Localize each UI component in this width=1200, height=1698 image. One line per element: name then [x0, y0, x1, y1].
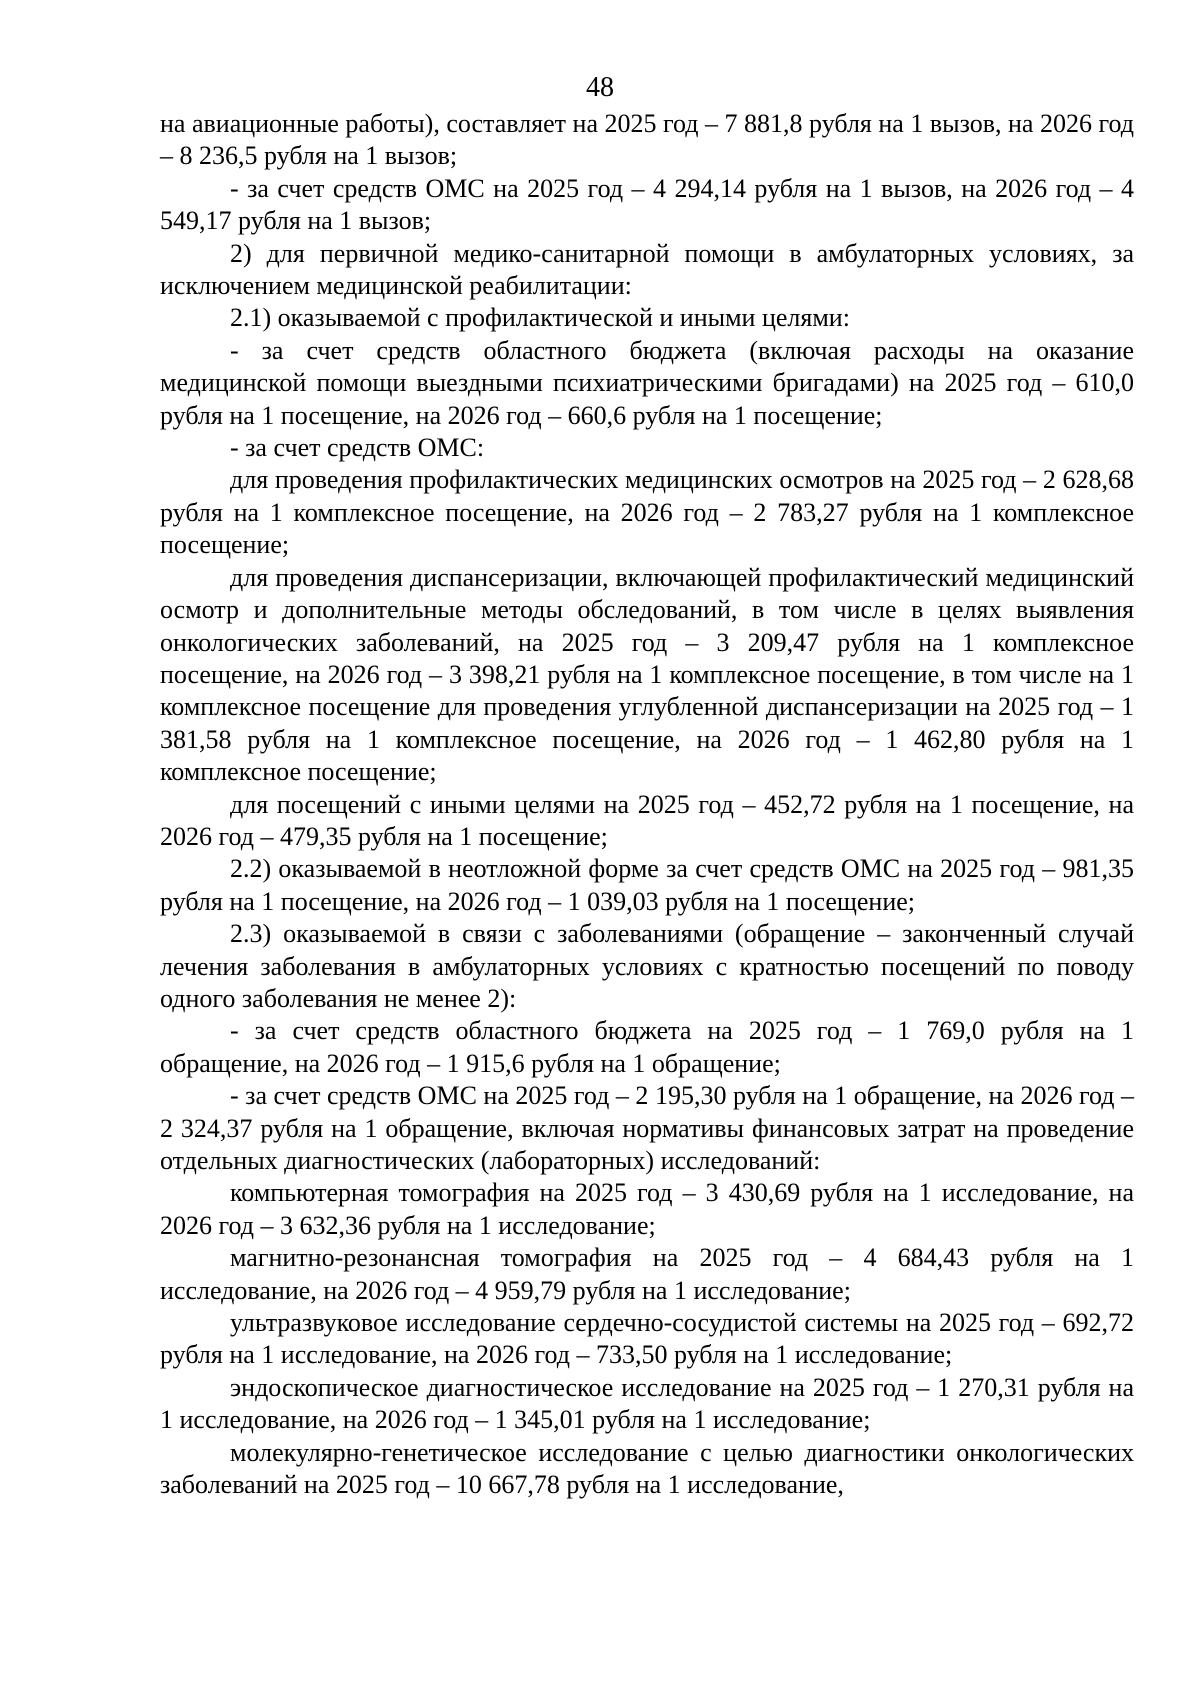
paragraph: для посещений с иными целями на 2025 год – 452,72 рубля на 1 посещение, на 2026 год – 479,35 рубля на 1 посещение; [160, 789, 1134, 851]
paragraph: компьютерная томография на 2025 год – 3 430,69 рубля на 1 исследование, на 2026 год – 3 632,36 рубля на 1 исследование; [160, 1178, 1134, 1240]
paragraph: - за счет средств областного бюджета (включая расходы на оказание медицинской помощи выездными психиатрическими бригадами) на 2025 год – 610,0 рубля на 1 посещение, на 2026 год – 660,6 рубля на 1 посещение; [160, 335, 1134, 430]
paragraph: - за счет средств ОМС на 2025 год – 4 294,14 рубля на 1 вызов, на 2026 год – 4 549,17 рубля на 1 вызов; [160, 173, 1134, 236]
paragraph: ультразвуковое исследование сердечно-сосудистой системы на 2025 год – 692,72 рубля на 1 исследование, на 2026 год – 733,50 рубля на 1 исследование; [160, 1308, 1134, 1370]
paragraph: 2.1) оказываемой с профилактической и иными целями: [230, 303, 850, 333]
paragraph: 2.2) оказываемой в неотложной форме за счет средств ОМС на 2025 год – 981,35 рубля на 1 посещение, на 2026 год – 1 039,03 рубля на 1 посещение; [160, 854, 1134, 916]
paragraph: - за счет средств ОМС: [230, 433, 485, 463]
paragraph: для проведения профилактических медицинских осмотров на 2025 год – 2 628,68 рубля на 1 комплексное посещение, на 2026 год – 2 783,27 рубля на 1 комплексное посещение; [160, 465, 1134, 560]
paragraph: магнитно-резонансная томография на 2025 год – 4 684,43 рубля на 1 исследование, на 2026 год – 4 959,79 рубля на 1 исследование; [160, 1243, 1134, 1305]
paragraph: молекулярно-генетическое исследование с целью диагностики онкологических заболеваний на 2025 год – 10 667,78 рубля на 1 исследование, [160, 1437, 1134, 1500]
paragraph: эндоскопическое диагностическое исследование на 2025 год – 1 270,31 рубля на 1 исследование, на 2026 год – 1 345,01 рубля на 1 исследование; [160, 1372, 1134, 1435]
paragraph: на авиационные работы), составляет на 2025 год – 7 881,8 рубля на 1 вызов, на 2026 год – 8 236,5 рубля на 1 вызов; [160, 109, 1134, 171]
paragraph: - за счет средств ОМС на 2025 год – 2 195,30 рубля на 1 обращение, на 2026 год – 2 324,37 рубля на 1 обращение, включая нормативы финансовых затрат на проведение отдельных диагностических (лабораторных) исследований: [160, 1081, 1134, 1175]
paragraph: - за счет средств областного бюджета на 2025 год – 1 769,0 рубля на 1 обращение, на 2026 год – 1 915,6 рубля на 1 обращение; [160, 1016, 1134, 1078]
page-number: 48 [586, 72, 614, 103]
paragraph: 2.3) оказываемой в связи с заболеваниями (обращение – законченный случай лечения заболевания в амбулаторных условиях с кратностью посещений по поводу одного заболевания не менее 2): [160, 919, 1134, 1013]
paragraph: 2) для первичной медико-санитарной помощи в амбулаторных условиях, за исключением медицинской реабилитации: [160, 238, 1134, 301]
document-body [160, 108, 1134, 1501]
paragraph: для проведения диспансеризации, включающей профилактический медицинский осмотр и дополнительные методы обследований, в том числе в целях выявления онкологических заболеваний, на 2025 год – 3 209,47 рубля на 1 комплексное посещение, на 2026 год – 3 398,21 рубля на 1 комплексное посещение, в том числе на 1 комплексное посещение для проведения углубленной диспансеризации на 2025 год – 1 381,58 рубля на 1 комплексное посещение, на 2026 год – 1 462,80 рубля на 1 комплексное посещение; [160, 562, 1134, 787]
